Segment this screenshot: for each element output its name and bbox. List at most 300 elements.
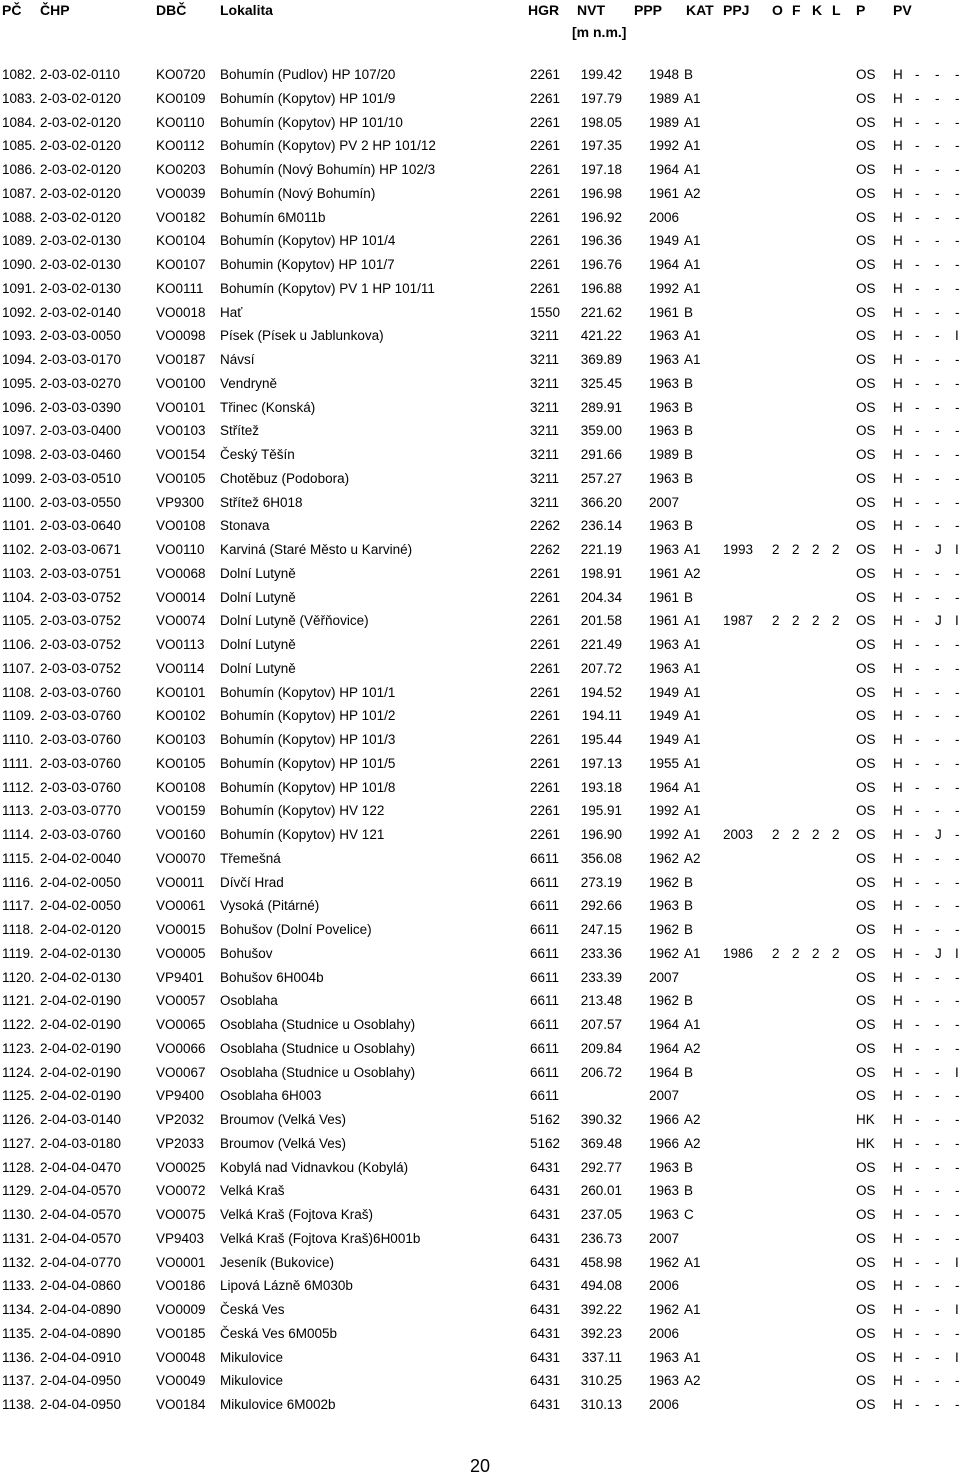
pv-4: - [955,993,960,1009]
pv-1: H [893,565,903,581]
pv-1: H [893,1325,903,1341]
pv-1: H [893,162,903,177]
row-number: 1123. [2,1040,35,1056]
row-number: 1105. [2,613,35,629]
col-p: OS [856,898,876,914]
nvt: 209.84 [580,1040,622,1056]
pv-3: - [935,684,940,700]
dbc-code: VO0098 [156,328,206,344]
col-p: OS [856,1064,876,1080]
lokalita: Písek (Písek u Jablunkova) [220,328,384,344]
chp-code: 2-03-02-0120 [40,162,122,177]
pv-1: H [893,257,903,272]
ppj: 1986 [723,945,754,961]
lokalita: Bohušov 6H004b [220,969,324,985]
pv-4: I [955,1302,959,1317]
pv-3: - [935,185,940,201]
hgr: 6431 [530,1325,561,1341]
pv-2: - [915,470,920,486]
pv-1: H [893,304,903,320]
chp-code: 2-04-04-0570 [40,1207,122,1222]
lokalita: Návsí [220,352,255,367]
dbc-code: KO0104 [156,233,206,249]
ppp-year: 1963 [649,399,680,415]
pv-1: H [893,684,903,700]
kat: A1 [684,660,701,676]
table-row [0,1276,960,1300]
row-number: 1124. [2,1064,35,1080]
col-l: 2 [832,945,840,961]
chp-code: 2-03-03-0752 [40,637,122,652]
pv-1: H [893,352,903,367]
col-p: OS [856,827,876,842]
kat: B [684,993,694,1009]
pv-1: H [893,1088,903,1104]
pv-3: - [935,969,940,985]
pv-4: - [955,280,960,296]
nvt: 221.49 [580,637,622,652]
dbc-code: VO0072 [156,1183,206,1199]
col-p: OS [856,1349,876,1365]
table-row [0,778,960,802]
table-row [0,184,960,208]
table-row [0,1300,960,1324]
header-p: P [856,2,866,18]
dbc-code: VO0159 [156,803,206,819]
nvt: 196.36 [580,233,622,249]
lokalita: Česká Ves [220,1302,285,1317]
kat: A2 [684,1135,701,1151]
kat: A1 [684,1302,701,1317]
nvt: 421.22 [580,328,622,344]
ppp-year: 1962 [649,850,680,866]
chp-code: 2-03-03-0390 [40,399,122,415]
chp-code: 2-03-03-0270 [40,375,122,391]
ppp-year: 1963 [649,637,680,652]
lokalita: Bohumín (Kopytov) HP 101/1 [220,684,396,700]
dbc-code: KO0101 [156,684,206,700]
pv-1: H [893,1159,903,1175]
pv-2: - [915,1159,920,1175]
lokalita: Dolní Lutyně [220,637,296,652]
nvt: 196.88 [580,280,622,296]
pv-4: I [955,945,959,961]
pv-4: - [955,637,960,652]
row-number: 1104. [2,589,35,605]
kat: A1 [684,945,701,961]
row-number: 1120. [2,969,35,985]
nvt: 494.08 [580,1278,622,1294]
ppp-year: 1962 [649,945,680,961]
col-p: OS [856,328,876,344]
kat: A2 [684,1112,701,1127]
pv-3: - [935,850,940,866]
dbc-code: KO0112 [156,138,205,154]
table-row [0,113,960,137]
pv-2: - [915,162,920,177]
table-row [0,754,960,778]
pv-3: - [935,209,940,225]
pv-2: - [915,304,920,320]
kat: A1 [684,328,701,344]
ppp-year: 1964 [649,1017,680,1032]
table-row [0,873,960,897]
lokalita: Velká Kraš (Fojtova Kraš) [220,1207,374,1222]
dbc-code: KO0108 [156,779,206,795]
kat: A1 [684,138,701,154]
kat: A2 [684,1040,701,1056]
hgr: 3211 [530,447,560,462]
dbc-code: VO0011 [156,874,205,890]
dbc-code: VO0025 [156,1159,206,1175]
pv-2: - [915,874,920,890]
lokalita: Lipová Lázně 6M030b [220,1278,353,1294]
pv-3: - [935,1278,940,1294]
pv-3: - [935,922,940,937]
col-l: 2 [832,542,840,557]
pv-4: - [955,399,960,415]
ppp-year: 1963 [649,898,680,914]
chp-code: 2-04-04-0770 [40,1254,122,1270]
kat: A2 [684,565,701,581]
kat: A1 [684,542,701,557]
header-nvt-unit: [m n.m.] [572,24,627,40]
kat: A1 [684,257,701,272]
col-p: OS [856,684,876,700]
row-number: 1119. [2,945,34,961]
pv-4: - [955,1373,960,1389]
nvt: 194.52 [580,684,622,700]
kat: A1 [684,90,701,106]
table-row [0,231,960,255]
row-number: 1088. [2,209,36,225]
table-row [0,991,960,1015]
pv-1: H [893,660,903,676]
row-number: 1111. [2,755,33,771]
header-lokalita: Lokalita [220,2,273,18]
dbc-code: VO0186 [156,1278,206,1294]
lokalita: Bohušov (Dolní Povelice) [220,922,372,937]
hgr: 6431 [530,1349,561,1365]
pv-1: H [893,637,903,652]
dbc-code: VO0108 [156,518,206,534]
col-p: OS [856,162,876,177]
kat: B [684,1183,694,1199]
pv-3: - [935,494,940,510]
kat: B [684,470,694,486]
pv-3: - [935,708,940,724]
chp-code: 2-03-02-0130 [40,257,122,272]
kat: A1 [684,233,701,249]
chp-code: 2-03-03-0752 [40,613,122,629]
row-number: 1108. [2,684,35,700]
ppp-year: 1963 [649,660,680,676]
hgr: 6431 [530,1254,561,1270]
pv-1: H [893,470,903,486]
col-p: OS [856,423,876,439]
row-number: 1107. [2,660,35,676]
chp-code: 2-04-04-0950 [40,1373,122,1389]
pv-4: - [955,1207,960,1222]
pv-1: H [893,779,903,795]
pv-2: - [915,1017,920,1032]
ppp-year: 1963 [649,352,680,367]
table-row [0,303,960,327]
header-ppj: PPJ [723,2,750,18]
pv-4: - [955,850,960,866]
pv-3: - [935,138,940,154]
row-number: 1133. [2,1278,35,1294]
dbc-code: VO0184 [156,1397,206,1412]
pv-2: - [915,233,920,249]
col-p: OS [856,304,876,320]
lokalita: Bohumin (Kopytov) HP 101/7 [220,257,395,272]
col-p: OS [856,1017,876,1032]
kat: B [684,1064,694,1080]
table-row [0,659,960,683]
row-number: 1109. [2,708,35,724]
pv-4: - [955,827,960,842]
col-k: 2 [812,613,820,629]
pv-1: H [893,90,903,106]
ppp-year: 2006 [649,1278,680,1294]
row-number: 1122. [2,1017,35,1032]
pv-4: - [955,1278,960,1294]
lokalita: Střítež [220,423,260,439]
pv-1: H [893,732,903,747]
ppp-year: 1964 [649,1064,680,1080]
hgr: 2261 [530,637,561,652]
hgr: 6611 [530,945,560,961]
pv-2: - [915,1183,920,1199]
col-p: OS [856,233,876,249]
row-number: 1092. [2,304,36,320]
table-row [0,1229,960,1253]
pv-2: - [915,352,920,367]
col-p: OS [856,945,876,961]
hgr: 3211 [530,375,560,391]
nvt: 196.92 [580,209,622,225]
pv-4: - [955,257,960,272]
chp-code: 2-03-02-0120 [40,209,122,225]
row-number: 1125. [2,1088,35,1104]
dbc-code: KO0107 [156,257,206,272]
table-row [0,1395,960,1419]
chp-code: 2-04-04-0950 [40,1397,122,1412]
hgr: 2261 [530,185,561,201]
pv-4: I [955,1254,959,1270]
col-l: 2 [832,613,840,629]
col-p: OS [856,1397,876,1412]
chp-code: 2-04-02-0190 [40,993,122,1009]
hgr: 2261 [530,684,561,700]
row-number: 1114. [2,827,34,842]
hgr: 2261 [530,233,561,249]
nvt: 325.45 [580,375,622,391]
chp-code: 2-03-03-0752 [40,660,122,676]
kat: A1 [684,684,701,700]
table-row [0,920,960,944]
pv-2: - [915,257,920,272]
col-f: 2 [792,613,800,629]
nvt: 197.13 [580,755,622,771]
col-p: OS [856,470,876,486]
chp-code: 2-04-04-0570 [40,1230,122,1246]
chp-code: 2-04-02-0050 [40,874,122,890]
col-p: OS [856,542,876,557]
pv-4: - [955,1040,960,1056]
dbc-code: KO0110 [156,114,205,130]
pv-4: - [955,1397,960,1412]
dbc-code: VO0103 [156,423,206,439]
col-p: OS [856,1230,876,1246]
lokalita: Hať [220,304,243,320]
lokalita: Bohumín (Nový Bohumín) [220,185,376,201]
pv-4: I [955,328,959,344]
pv-2: - [915,732,920,747]
table-row [0,1110,960,1134]
chp-code: 2-03-03-0400 [40,423,122,439]
nvt: 198.91 [580,565,622,581]
lokalita: Bohušov [220,945,273,961]
row-number: 1129. [2,1183,35,1199]
dbc-code: VO0113 [156,637,205,652]
row-number: 1082. [2,67,36,82]
nvt: 366.20 [580,494,622,510]
col-p: OS [856,1207,876,1222]
chp-code: 2-04-02-0050 [40,898,122,914]
lokalita: Broumov (Velká Ves) [220,1135,347,1151]
row-number: 1116. [2,874,34,890]
pv-2: - [915,542,920,557]
pv-2: - [915,613,920,629]
pv-2: - [915,114,920,130]
ppp-year: 1963 [649,518,680,534]
dbc-code: VO0075 [156,1207,206,1222]
col-p: OS [856,660,876,676]
table-row [0,1086,960,1110]
pv-4: - [955,375,960,391]
nvt: 195.91 [580,803,622,819]
ppp-year: 1964 [649,162,680,177]
pv-4: - [955,1088,960,1104]
hgr: 2261 [530,613,561,629]
pv-4: - [955,470,960,486]
chp-code: 2-04-04-0470 [40,1159,122,1175]
pv-1: H [893,399,903,415]
col-p: OS [856,1183,876,1199]
pv-4: - [955,1230,960,1246]
lokalita: Bohumín (Kopytov) HV 122 [220,803,385,819]
chp-code: 2-04-04-0910 [40,1349,122,1365]
ppp-year: 1962 [649,922,680,937]
table-row [0,1039,960,1063]
chp-code: 2-03-03-0752 [40,589,122,605]
pv-2: - [915,494,920,510]
lokalita: Bohumín (Kopytov) HP 101/4 [220,233,396,249]
dbc-code: VO0048 [156,1349,206,1365]
nvt: 221.19 [580,542,622,557]
hgr: 2261 [530,257,561,272]
table-row [0,89,960,113]
pv-1: H [893,1373,903,1389]
lokalita: Bohumín (Kopytov) HP 101/3 [220,732,396,747]
nvt: 196.90 [580,827,622,842]
lokalita: Bohumín (Kopytov) HP 101/9 [220,90,396,106]
ppp-year: 1949 [649,708,680,724]
pv-3: - [935,803,940,819]
nvt: 233.39 [580,969,622,985]
pv-1: H [893,1230,903,1246]
chp-code: 2-03-02-0120 [40,138,122,154]
dbc-code: VP2033 [156,1135,205,1151]
dbc-code: KO0203 [156,162,206,177]
pv-2: - [915,850,920,866]
pv-2: - [915,1112,920,1127]
chp-code: 2-03-02-0130 [40,280,122,296]
chp-code: 2-04-02-0120 [40,922,122,937]
chp-code: 2-04-02-0130 [40,969,122,985]
row-number: 1100. [2,494,35,510]
ppp-year: 1964 [649,1040,680,1056]
dbc-code: VO0110 [156,542,205,557]
pv-4: - [955,565,960,581]
lokalita: Bohumín (Kopytov) HV 121 [220,827,385,842]
pv-4: - [955,660,960,676]
hgr: 6431 [530,1397,561,1412]
kat: B [684,399,694,415]
pv-3: - [935,993,940,1009]
pv-3: - [935,90,940,106]
pv-4: I [955,613,959,629]
chp-code: 2-03-02-0140 [40,304,122,320]
pv-4: - [955,589,960,605]
chp-code: 2-04-04-0860 [40,1278,122,1294]
col-p: OS [856,257,876,272]
pv-3: - [935,1064,940,1080]
chp-code: 2-03-02-0110 [40,67,121,82]
table-row [0,160,960,184]
row-number: 1093. [2,328,36,344]
table-row [0,421,960,445]
row-number: 1098. [2,447,36,462]
col-p: HK [856,1112,875,1127]
hgr: 2261 [530,162,561,177]
pv-2: - [915,447,920,462]
pv-3: - [935,280,940,296]
pv-2: - [915,67,920,82]
pv-3: - [935,1349,940,1365]
pv-2: - [915,565,920,581]
pv-4: - [955,684,960,700]
col-p: OS [856,1159,876,1175]
pv-4: - [955,803,960,819]
nvt: 236.14 [580,518,622,534]
kat: B [684,1159,694,1175]
pv-3: - [935,67,940,82]
nvt: 369.48 [580,1135,622,1151]
hgr: 2261 [530,90,561,106]
pv-4: - [955,1325,960,1341]
pv-2: - [915,1325,920,1341]
nvt: 273.19 [580,874,622,890]
pv-1: H [893,209,903,225]
row-number: 1097. [2,423,36,439]
pv-2: - [915,969,920,985]
hgr: 2261 [530,755,561,771]
pv-2: - [915,922,920,937]
pv-4: I [955,542,959,557]
